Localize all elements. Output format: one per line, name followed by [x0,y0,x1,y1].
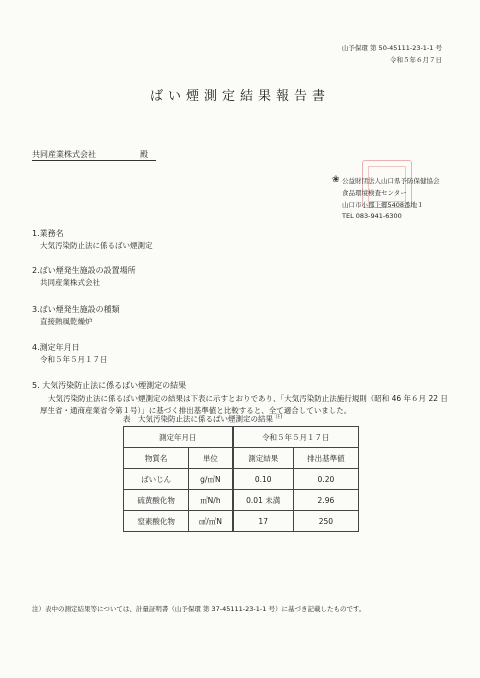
cell-result: 0.10 [233,469,294,490]
cell-result: 17 [233,511,294,532]
issuer-dept: 食品環境検査センター [342,189,407,197]
results-table [123,426,359,532]
issuer-org: 公益財団法人山口県予防保健協会 [342,177,440,185]
table-caption-note: 注) [275,414,283,420]
header-unit: 単位 [189,448,233,469]
recipient-name: 共同産業株式会社 [32,150,96,159]
table-row [124,490,359,511]
cell-standard: 2.96 [293,490,358,511]
cell-unit: ㎤/㎥N [189,511,233,532]
table-row [124,469,359,490]
cell-unit: ㎥N/h [189,490,233,511]
table-caption-text: 表 大気汚染防止法に係るばい煙測定の結果 [123,414,273,424]
section-4-body: 令和５年５月１７日 [40,355,108,364]
organization-logo-icon: ❀ [332,175,340,185]
cell-substance: ばいじん [124,469,189,490]
section-4-heading: 4.測定年月日 [32,343,80,352]
document-number: 山予保環 第 50-45111-23-1-1 号 [341,44,442,52]
cell-standard: 0.20 [293,469,358,490]
footnote: 注）表中の測定結果等については、計量証明書（山予保環 第 37-45111-23-1-1 号）に基づき記載したものです。 [32,605,366,613]
cell-substance: 硫黄酸化物 [124,490,189,511]
date-label-cell: 測定年月日 [124,427,233,448]
table-caption [123,413,282,425]
header-result: 測定結果 [233,448,294,469]
section-5-body: 大気汚染防止法に係るばい煙測定の結果は下表に示すとおりであり、「大気汚染防止法施行規則（昭和 46 年６月 22 日厚生省・通商産業省令第１号）」に基づく排出基準値と比較すると、全て適合していました。 [40,394,448,415]
cell-standard: 250 [293,511,358,532]
section-1-heading: 1.業務名 [32,229,64,238]
header-standard: 排出基準値 [293,448,358,469]
section-1-body: 大気汚染防止法に係るばい煙測定 [40,241,153,250]
issuer-tel: TEL 083-941-6300 [342,212,402,220]
section-3-heading: 3.ばい煙発生施設の種類 [32,305,120,314]
document-date: 令和５年６月７日 [390,56,442,64]
table-row [124,511,359,532]
section-2-heading: 2.ばい煙発生施設の設置場所 [32,266,136,275]
section-3-body: 直接熱風乾燥炉 [40,317,93,326]
header-substance: 物質名 [124,448,189,469]
section-5-heading: 5. 大気汚染防止法に係るばい煙測定の結果 [32,381,187,390]
cell-unit: g/㎥N [189,469,233,490]
recipient-honorific: 殿 [140,150,148,159]
cell-result: 0.01 未満 [233,490,294,511]
cell-substance: 窒素酸化物 [124,511,189,532]
date-value-cell: 令和５年５月１７日 [233,427,359,448]
recipient-underline [32,160,156,161]
issuer-address: 山口市小郡上郷5408番地１ [342,201,424,209]
table-header-row [124,448,359,469]
table-date-row [124,427,359,448]
section-2-body: 共同産業株式会社 [40,278,100,287]
page-title: ばい煙測定結果報告書 [149,89,330,104]
